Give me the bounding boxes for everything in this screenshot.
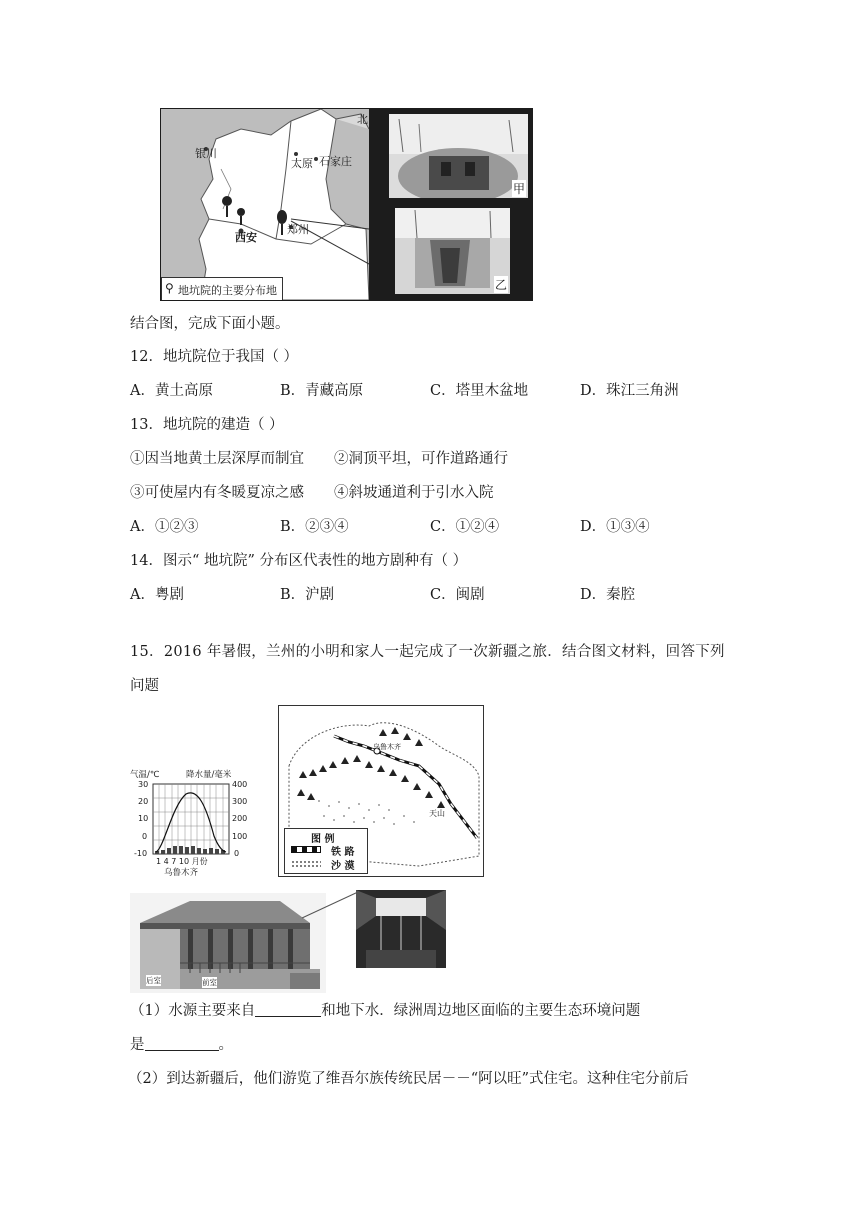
climate-chart-left-tick: 30: [138, 780, 149, 789]
q15-sub1-part1: （1）水源主要来自: [130, 1003, 256, 1019]
xinjiang-map-mountain-label: 天山: [429, 809, 445, 818]
map-label-beijing: 北: [357, 113, 368, 126]
aiwang-interior-photo: [356, 890, 446, 968]
climate-chart-right-tick: 200: [232, 814, 248, 823]
climate-chart-left-tick: 0: [142, 832, 148, 841]
q15-sub1-part2: 和地下水．绿洲周边地区面临的主要生态环境问题: [321, 1003, 641, 1019]
climate-chart-right-tick: 0: [234, 849, 240, 858]
q13-statement-3: ③可使屋内有冬暖夏凉之感: [130, 485, 304, 501]
climate-chart-right-tick: 100: [232, 832, 248, 841]
q15-sub2: （2）到达新疆后，他们游览了维吾尔族传统民居－－“阿以旺”式住宅。这种住宅分前后: [128, 1071, 689, 1087]
climate-chart-left-tick: -10: [134, 849, 148, 858]
q13-stem: 13．地坑院的建造（ ）: [130, 417, 284, 433]
q13-option-a[interactable]: A．①②③: [130, 519, 199, 535]
q14-option-d[interactable]: D．秦腔: [580, 587, 636, 603]
map-legend: [161, 277, 283, 300]
aiwang-house-photo: [130, 893, 326, 993]
climate-chart-station: 乌鲁木齐: [164, 868, 199, 878]
q14-option-a[interactable]: A．粤剧: [130, 587, 184, 603]
q13-option-c[interactable]: C．①②④: [430, 519, 500, 535]
q15-sub1-line2: [130, 1035, 233, 1055]
climate-chart-precip-label: 降水量/毫米: [186, 770, 232, 780]
house-front-room-label: 前室: [202, 978, 217, 987]
q15-stem-line2: 问题: [130, 678, 159, 694]
intro-text: 结合图，完成下面小题。: [130, 316, 290, 332]
xinjiang-map-legend: [284, 828, 368, 874]
answer-blank-1[interactable]: [255, 1002, 321, 1017]
desert-icon: [291, 860, 321, 868]
q13-statement-4: ④斜坡通道利于引水入院: [334, 485, 494, 501]
map-label-shijiazhuang: 石家庄: [319, 155, 352, 168]
legend-title: 图 例: [311, 834, 335, 845]
q13-statement-2: ②洞顶平坦，可作道路通行: [334, 451, 508, 467]
pin-icon: ⚲: [165, 281, 174, 295]
house-back-room-label: 后室: [146, 976, 161, 985]
legend-railway-label: 铁 路: [331, 847, 355, 858]
photo-jia-label: 甲: [512, 182, 525, 196]
climate-chart-x-label: 1 4 7 10 月份: [156, 857, 208, 866]
xinjiang-map: [278, 705, 484, 877]
q13-option-b[interactable]: B．②③④: [280, 519, 349, 535]
q15-sub1-line1: [130, 1001, 640, 1021]
q12-option-d[interactable]: D．珠江三角洲: [580, 383, 679, 399]
answer-blank-2[interactable]: [145, 1036, 219, 1051]
q14-option-b[interactable]: B．沪剧: [280, 587, 335, 603]
house-callout-line: [300, 890, 360, 920]
photo-jia: [389, 114, 528, 198]
q14-stem: 14．图示“ 地坑院” 分布区代表性的地方剧种有（ ）: [130, 553, 468, 569]
map-label-yinchuan: 银川: [195, 147, 217, 160]
legend-desert-label: 沙 漠: [331, 861, 355, 872]
loess-cave-dwelling-figure: [160, 108, 533, 301]
climate-chart-right-tick: 400: [232, 780, 248, 789]
q12-option-c[interactable]: C．塔里木盆地: [430, 383, 529, 399]
photo-yi-label: 乙: [494, 278, 507, 292]
distribution-map-drawing: [161, 109, 369, 300]
climate-chart-temp-label: 气温/℃: [130, 770, 160, 780]
climate-chart-right-tick: 300: [232, 797, 248, 806]
map-legend-label: 地坑院的主要分布地: [178, 284, 277, 297]
q13-option-d[interactable]: D．①③④: [580, 519, 650, 535]
climate-chart-left-tick: 20: [138, 797, 149, 806]
q12-option-b[interactable]: B．青藏高原: [280, 383, 364, 399]
map-label-zhengzhou: 郑州: [287, 223, 309, 236]
map-label-taiyuan: 太原: [291, 157, 313, 170]
xinjiang-map-city-label: 乌鲁木齐: [373, 743, 401, 751]
q15-sub1-prefix: 是: [130, 1037, 145, 1053]
q14-option-c[interactable]: C．闽剧: [430, 587, 485, 603]
q15-stem-line1: 15．2016 年暑假，兰州的小明和家人一起完成了一次新疆之旅．结合图文材料，回答下列: [130, 644, 725, 660]
q12-option-a[interactable]: A．黄土高原: [130, 383, 213, 399]
photo-yi: [395, 208, 510, 294]
climate-chart-left-tick: 10: [138, 814, 149, 823]
q13-statement-1: ①因当地黄土层深厚而制宜: [130, 451, 304, 467]
q15-sub1-suffix: 。: [218, 1037, 233, 1053]
q12-stem: 12．地坑院位于我国（ ）: [130, 349, 299, 365]
map-label-xian: 西安: [235, 231, 257, 244]
railway-icon: [291, 846, 321, 853]
climate-chart: [128, 766, 254, 878]
distribution-map: [161, 109, 369, 300]
